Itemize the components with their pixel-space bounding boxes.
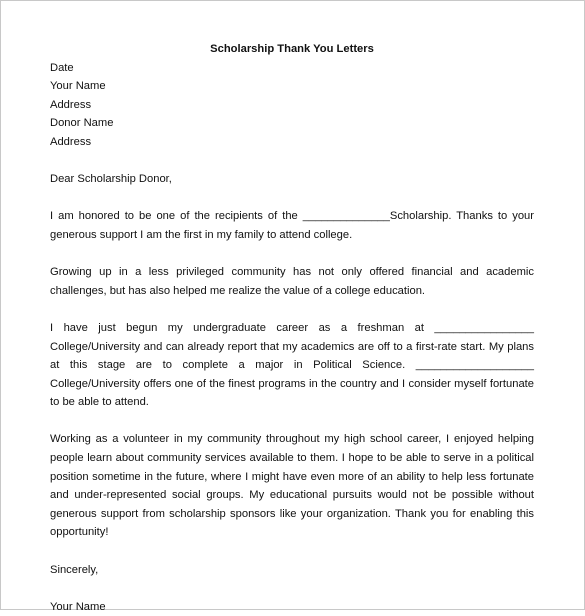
paragraph-4: Working as a volunteer in my community throughout my high school career, I enjoyed helping people learn about community services available to them. I hope to be able to serve in a political position sometime in the future, where I might have even more of an ability to help less fortunate and under-represented social groups. My educational pursuits would not be possible without generous support from scholarship sponsors like your organization. Thank you for enabling this opportunity! [50, 433, 534, 539]
letter-title: Scholarship Thank You Letters [210, 43, 374, 55]
header-line-your-name: Your Name [50, 80, 106, 93]
letter-body [50, 40, 534, 616]
paragraph-1: I am honored to be one of the recipients of the ______________Scholarship. Thanks to your generous support I am the first in my family to attend college. [50, 210, 534, 241]
header-line-donor-name: Donor Name [50, 117, 114, 130]
closing: Sincerely, [50, 563, 99, 576]
header-line-date: Date [50, 61, 74, 74]
header-line-donor-address: Address [50, 135, 92, 148]
salutation: Dear Scholarship Donor, [50, 173, 172, 186]
paragraph-3: I have just begun my undergraduate career as a freshman at ________________ College/University and can already report that my academics are off to a first-rate start. My plans at this stage are to complete a major in Political Science. ___________________ College/University offers one of the finest programs in the country and I consider myself fortunate to be able to attend. [50, 321, 534, 409]
signature: Your Name [50, 600, 106, 613]
paragraph-2: Growing up in a less privileged community has not only offered financial and academic challenges, but has also helped me realize the value of a college education. [50, 266, 534, 297]
header-line-address: Address [50, 98, 92, 111]
letter-header [50, 59, 534, 152]
